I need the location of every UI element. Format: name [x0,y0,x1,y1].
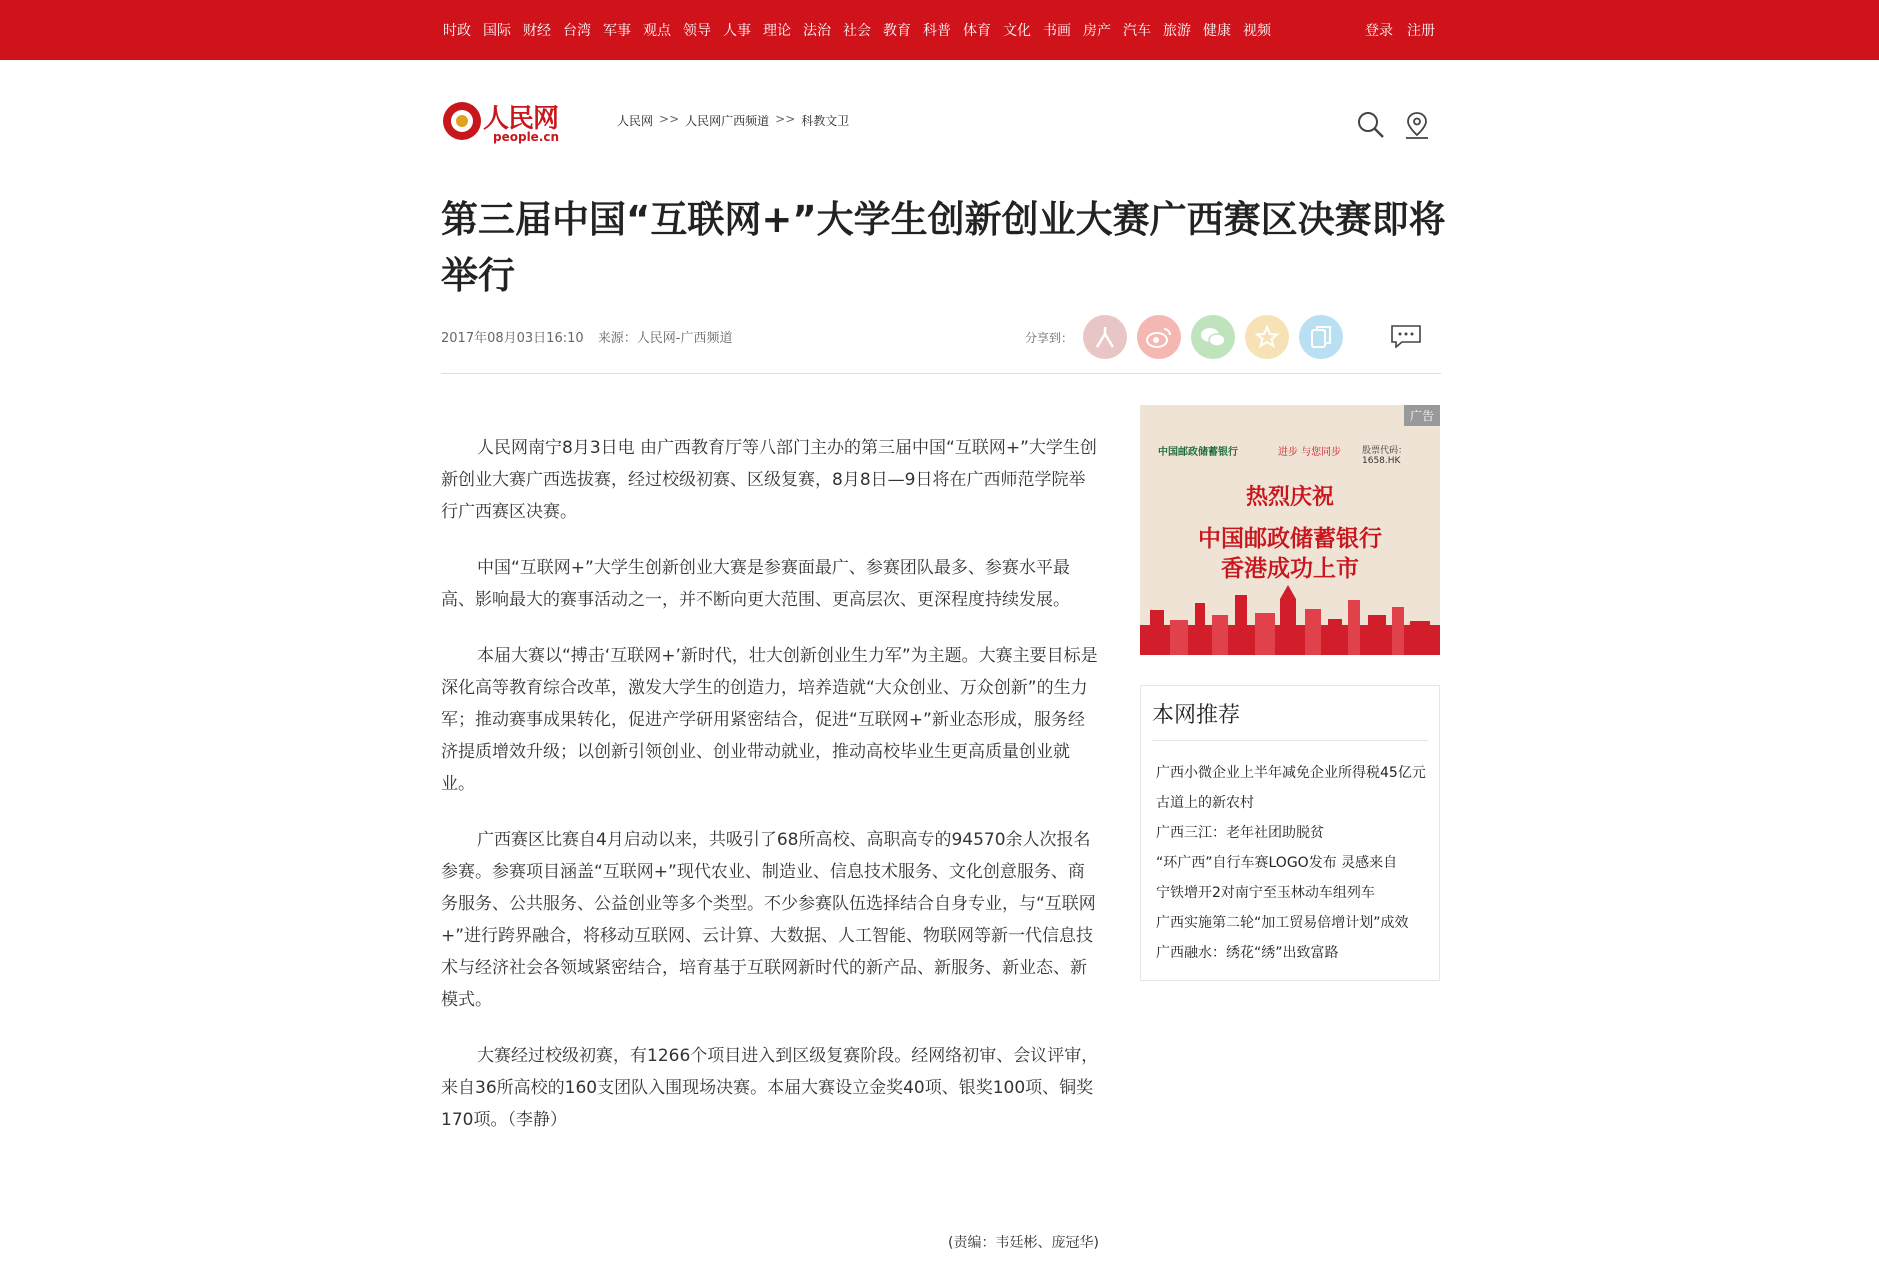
recommend-panel [1140,685,1440,981]
top-nav-item[interactable]: 财经 [523,23,551,39]
recommend-list [1156,758,1426,968]
top-nav-item[interactable]: 领导 [683,23,711,39]
share-weibo-icon[interactable] [1137,315,1181,359]
share-favorite-icon[interactable] [1245,315,1289,359]
recommend-item[interactable]: 广西小微企业上半年减免企业所得税45亿元 [1156,765,1426,781]
top-nav-item[interactable]: 社会 [843,23,871,39]
share-wechat-icon[interactable] [1191,315,1235,359]
people-logo[interactable] [443,98,563,146]
top-nav-item[interactable]: 法治 [803,23,831,39]
publish-date: 2017年08月03日16:10 [441,331,584,346]
top-nav-item[interactable]: 健康 [1203,23,1231,39]
recommend-item[interactable]: 宁铁增开2对南宁至玉林动车组列车 [1156,885,1375,901]
recommend-item[interactable]: 广西实施第二轮“加工贸易倍增计划”成效 [1156,915,1409,931]
meta-divider [441,373,1441,374]
logo-text-en: people.cn [493,130,560,144]
top-nav-item[interactable]: 国际 [483,23,511,39]
recommend-item[interactable]: 古道上的新农村 [1156,795,1254,811]
top-nav-item[interactable]: 教育 [883,23,911,39]
article-paragraph: 广西赛区比赛自4月启动以来，共吸引了68所高校、高职高专的94570余人次报名参赛。参赛项目涵盖“互联网+”现代农业、制造业、信息技术服务、文化创意服务、商务服务、公共服务、公益创业等多个类型。不少参赛队伍选择结合自身专业，与“互联网+”进行跨界融合，将移动互联网、云计算、大数据、人工智能、物联网等新一代信息技术与经济社会各领域紧密结合，培育基于互联网新时代的新产品、新服务、新业态、新模式。 [441,830,1096,1010]
article-source: 来源：人民网-广西频道 [597,331,733,346]
top-nav-item[interactable]: 时政 [443,23,471,39]
search-icon[interactable] [1356,110,1386,140]
logo-emblem-icon [443,102,481,140]
ad-skyline-image [1140,585,1440,655]
article-body [441,432,1101,1160]
top-nav-item[interactable]: 书画 [1043,23,1071,39]
article-paragraph: 大赛经过校级初赛，有1266个项目进入到区级复赛阶段。经网络初审、会议评审，来自36所高校的160支团队入围现场决赛。本届大赛设立金奖40项、银奖100项、铜奖170项。（李静） [441,1046,1099,1130]
share-label: 分享到： [1025,331,1074,345]
article-meta [441,327,742,346]
logo-text-cn: 人民网 [483,104,559,134]
recommend-item[interactable]: 广西三江：老年社团助脱贫 [1156,825,1324,841]
top-nav-item[interactable]: 房产 [1083,23,1111,39]
breadcrumb-channel[interactable]: 人民网广西频道 [685,114,770,128]
top-nav-item[interactable]: 军事 [603,23,631,39]
top-nav-bar [0,0,1879,60]
top-nav-item[interactable]: 观点 [643,23,671,39]
top-nav-menu [443,0,1283,60]
article-paragraph: 中国“互联网+”大学生创新创业大赛是参赛面最广、参赛团队最多、参赛水平最高、影响最大的赛事活动之一，并不断向更大范围、更高层次、更深程度持续发展。 [441,558,1070,610]
ad-headline: 热烈庆祝 [1245,485,1334,510]
ad-tag: 广告 [1404,405,1440,426]
recommend-item[interactable]: “环广西”自行车赛LOGO发布 灵感来自 [1156,855,1398,871]
share-people-icon[interactable] [1083,315,1127,359]
article-editor: (责编：韦廷彬、庞冠华) [948,1235,1099,1251]
top-nav-item[interactable]: 文化 [1003,23,1031,39]
recommend-divider [1152,740,1428,741]
breadcrumb-separator: >> [659,112,680,126]
top-nav-item[interactable]: 人事 [723,23,751,39]
article-paragraph: 本届大赛以“搏击‘互联网+’新时代，壮大创新创业生力军”为主题。大赛主要目标是深化高等教育综合改革，激发大学生的创造力，培养造就“大众创业、万众创新”的生力军；推动赛事成果转化，促进产学研用紧密结合，促进“互联网+”新业态形成，服务经济提质增效升级；以创新引领创业、创业带动就业，推动高校毕业生更高质量创业就业。 [441,646,1098,794]
article-paragraph: 人民网南宁8月3日电 由广西教育厅等八部门主办的第三届中国“互联网+”大学生创新创业大赛广西选拔赛，经过校级初赛、区级复赛，8月8日—9日将在广西师范学院举行广西赛区决赛。 [441,438,1097,522]
location-icon[interactable] [1402,110,1432,140]
top-nav-item[interactable]: 理论 [763,23,791,39]
recommend-title: 本网推荐 [1152,703,1241,728]
ad-bank-name: 中国邮政储蓄银行 [1158,447,1238,458]
ad-banner[interactable] [1140,405,1440,655]
ad-headline: 中国邮政储蓄银行 [1198,526,1382,552]
ad-slogan: 进步 与您同步 [1278,447,1342,458]
comment-icon[interactable] [1390,324,1422,348]
article-title: 第三届中国“互联网+”大学生创新创业大赛广西赛区决赛即将举行 [441,198,1446,297]
ad-stock-code: 股票代码：1658.HK [1362,446,1408,466]
recommend-item[interactable]: 广西融水：绣花“绣”出致富路 [1156,945,1339,961]
top-nav-item[interactable]: 汽车 [1123,23,1151,39]
breadcrumb [617,112,849,129]
ad-headline: 香港成功上市 [1221,556,1359,582]
breadcrumb-separator: >> [775,112,796,126]
top-nav-item[interactable]: 体育 [963,23,991,39]
breadcrumb-section[interactable]: 科教文卫 [801,114,850,128]
top-nav-item[interactable]: 科普 [923,23,951,39]
share-copy-icon[interactable] [1299,315,1343,359]
top-nav-item[interactable]: 视频 [1243,23,1271,39]
top-nav-item[interactable]: 旅游 [1163,23,1191,39]
login-link[interactable]: 登录 [1365,23,1393,39]
register-link[interactable]: 注册 [1407,23,1435,39]
top-nav-item[interactable]: 台湾 [563,23,591,39]
auth-links [1365,0,1449,60]
breadcrumb-home[interactable]: 人民网 [617,114,654,128]
